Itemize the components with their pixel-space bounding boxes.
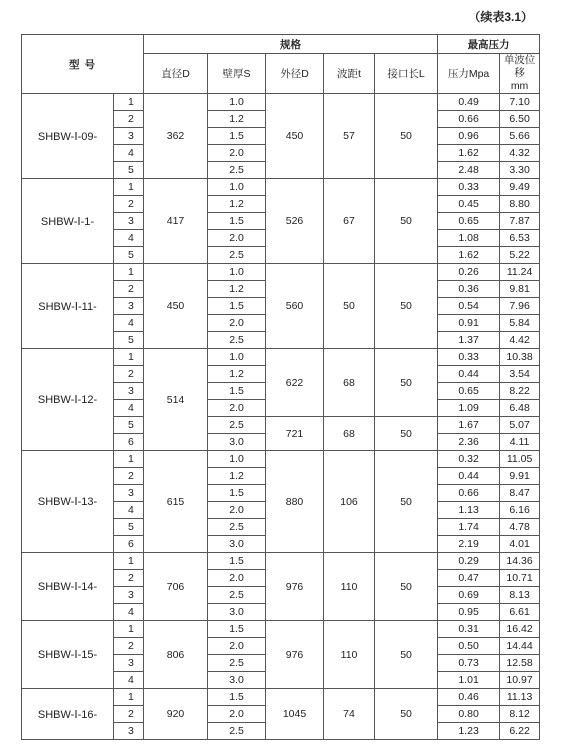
displacement-value: 10.71 (500, 570, 540, 587)
pressure-value: 0.26 (438, 264, 500, 281)
displacement-value: 4.11 (500, 434, 540, 451)
pressure-value: 1.01 (438, 672, 500, 689)
port-length-value: 50 (375, 689, 438, 740)
row-number: 1 (114, 349, 144, 366)
table-row (22, 349, 540, 366)
wall-thickness-value: 1.5 (208, 553, 266, 570)
port-length-value: 50 (375, 553, 438, 621)
pitch-value: 50 (324, 264, 375, 349)
displacement-value: 9.49 (500, 179, 540, 196)
pressure-value: 0.46 (438, 689, 500, 706)
diameter-value: 920 (144, 689, 208, 740)
wall-thickness-value: 2.5 (208, 162, 266, 179)
pitch-value: 68 (324, 417, 375, 451)
displacement-value: 3.30 (500, 162, 540, 179)
pressure-value: 1.67 (438, 417, 500, 434)
displacement-value: 11.24 (500, 264, 540, 281)
displacement-value: 8.22 (500, 383, 540, 400)
outer-diameter-value: 450 (266, 94, 324, 179)
displacement-value: 8.47 (500, 485, 540, 502)
pressure-value: 0.95 (438, 604, 500, 621)
row-number: 4 (114, 230, 144, 247)
spec-table (21, 34, 540, 740)
row-number: 4 (114, 400, 144, 417)
model-name: SHBW-Ⅰ-11- (22, 264, 114, 349)
wall-thickness-value: 1.5 (208, 621, 266, 638)
displacement-value: 5.84 (500, 315, 540, 332)
pressure-value: 1.08 (438, 230, 500, 247)
wall-thickness-value: 2.5 (208, 417, 266, 434)
wall-thickness-value: 2.5 (208, 247, 266, 264)
row-number: 2 (114, 281, 144, 298)
pitch-value: 110 (324, 553, 375, 621)
port-length-value: 50 (375, 179, 438, 264)
model-name: SHBW-Ⅰ-12- (22, 349, 114, 451)
outer-diameter-value: 526 (266, 179, 324, 264)
pressure-value: 1.09 (438, 400, 500, 417)
row-number: 2 (114, 570, 144, 587)
wall-thickness-value: 1.5 (208, 485, 266, 502)
table-row (22, 689, 540, 706)
displacement-value: 11.13 (500, 689, 540, 706)
pressure-value: 0.66 (438, 485, 500, 502)
wall-thickness-value: 1.2 (208, 366, 266, 383)
header-displacement-label: 单波位移 (503, 54, 536, 79)
row-number: 2 (114, 706, 144, 723)
outer-diameter-value: 880 (266, 451, 324, 553)
row-number: 5 (114, 162, 144, 179)
row-number: 3 (114, 128, 144, 145)
row-number: 6 (114, 536, 144, 553)
row-number: 2 (114, 196, 144, 213)
wall-thickness-value: 2.0 (208, 570, 266, 587)
wall-thickness-value: 2.0 (208, 706, 266, 723)
pressure-value: 0.65 (438, 383, 500, 400)
pressure-value: 0.66 (438, 111, 500, 128)
wall-thickness-value: 1.2 (208, 281, 266, 298)
row-number: 1 (114, 264, 144, 281)
row-number: 3 (114, 587, 144, 604)
pitch-value: 57 (324, 94, 375, 179)
displacement-value: 9.81 (500, 281, 540, 298)
port-length-value: 50 (375, 621, 438, 689)
pressure-value: 0.36 (438, 281, 500, 298)
pressure-value: 0.50 (438, 638, 500, 655)
pressure-value: 0.96 (438, 128, 500, 145)
outer-diameter-value: 721 (266, 417, 324, 451)
table-row (22, 264, 540, 281)
row-number: 2 (114, 111, 144, 128)
pressure-value: 1.74 (438, 519, 500, 536)
displacement-value: 8.12 (500, 706, 540, 723)
pressure-value: 0.91 (438, 315, 500, 332)
wall-thickness-value: 2.5 (208, 332, 266, 349)
displacement-value: 16.42 (500, 621, 540, 638)
displacement-value: 12.58 (500, 655, 540, 672)
table-header (22, 35, 540, 94)
table-row (22, 94, 540, 111)
port-length-value: 50 (375, 349, 438, 417)
wall-thickness-value: 2.0 (208, 145, 266, 162)
displacement-value: 5.22 (500, 247, 540, 264)
wall-thickness-value: 2.0 (208, 638, 266, 655)
header-displacement (500, 54, 540, 94)
wall-thickness-value: 3.0 (208, 536, 266, 553)
pressure-value: 1.13 (438, 502, 500, 519)
displacement-value: 14.44 (500, 638, 540, 655)
row-number: 3 (114, 485, 144, 502)
diameter-value: 362 (144, 94, 208, 179)
row-number: 5 (114, 417, 144, 434)
pressure-value: 0.33 (438, 349, 500, 366)
wall-thickness-value: 1.5 (208, 689, 266, 706)
displacement-value: 6.61 (500, 604, 540, 621)
displacement-value: 9.91 (500, 468, 540, 485)
displacement-value: 7.10 (500, 94, 540, 111)
wall-thickness-value: 2.5 (208, 723, 266, 740)
table-row (22, 179, 540, 196)
pressure-value: 0.54 (438, 298, 500, 315)
row-number: 3 (114, 723, 144, 740)
table-caption: （续表3.1） (468, 10, 533, 24)
pressure-value: 0.73 (438, 655, 500, 672)
wall-thickness-value: 2.5 (208, 655, 266, 672)
diameter-value: 615 (144, 451, 208, 553)
pressure-value: 0.31 (438, 621, 500, 638)
pressure-value: 0.45 (438, 196, 500, 213)
displacement-value: 7.87 (500, 213, 540, 230)
wall-thickness-value: 1.2 (208, 111, 266, 128)
port-length-value: 50 (375, 264, 438, 349)
row-number: 3 (114, 213, 144, 230)
header-max-pressure: 最高压力 (438, 35, 540, 54)
outer-diameter-value: 1045 (266, 689, 324, 740)
header-diameter: 直径D (144, 54, 208, 94)
pitch-value: 110 (324, 621, 375, 689)
header-port-length: 接口长L (375, 54, 438, 94)
pressure-value: 0.44 (438, 366, 500, 383)
table-row (22, 451, 540, 468)
wall-thickness-value: 1.0 (208, 349, 266, 366)
row-number: 2 (114, 468, 144, 485)
pitch-value: 106 (324, 451, 375, 553)
wall-thickness-value: 2.5 (208, 587, 266, 604)
header-model: 型 号 (22, 35, 144, 94)
wall-thickness-value: 2.0 (208, 502, 266, 519)
table-body (22, 94, 540, 740)
diameter-value: 450 (144, 264, 208, 349)
model-name: SHBW-Ⅰ-13- (22, 451, 114, 553)
displacement-value: 6.22 (500, 723, 540, 740)
pressure-value: 2.36 (438, 434, 500, 451)
pressure-value: 1.62 (438, 145, 500, 162)
wall-thickness-value: 1.2 (208, 468, 266, 485)
displacement-value: 10.97 (500, 672, 540, 689)
model-name: SHBW-Ⅰ-16- (22, 689, 114, 740)
model-name: SHBW-Ⅰ-1- (22, 179, 114, 264)
diameter-value: 706 (144, 553, 208, 621)
pressure-value: 1.37 (438, 332, 500, 349)
row-number: 1 (114, 94, 144, 111)
row-number: 2 (114, 366, 144, 383)
pressure-value: 1.62 (438, 247, 500, 264)
diameter-value: 514 (144, 349, 208, 451)
port-length-value: 50 (375, 417, 438, 451)
wall-thickness-value: 2.0 (208, 230, 266, 247)
pressure-value: 2.48 (438, 162, 500, 179)
outer-diameter-value: 622 (266, 349, 324, 417)
displacement-value: 11.05 (500, 451, 540, 468)
displacement-value: 5.66 (500, 128, 540, 145)
model-name: SHBW-Ⅰ-14- (22, 553, 114, 621)
wall-thickness-value: 1.0 (208, 451, 266, 468)
displacement-value: 4.42 (500, 332, 540, 349)
displacement-value: 4.78 (500, 519, 540, 536)
displacement-value: 3.54 (500, 366, 540, 383)
pitch-value: 68 (324, 349, 375, 417)
wall-thickness-value: 1.2 (208, 196, 266, 213)
wall-thickness-value: 1.5 (208, 128, 266, 145)
header-spec: 规格 (144, 35, 438, 54)
displacement-value: 6.53 (500, 230, 540, 247)
displacement-value: 6.48 (500, 400, 540, 417)
row-number: 4 (114, 604, 144, 621)
wall-thickness-value: 1.0 (208, 264, 266, 281)
displacement-value: 10.38 (500, 349, 540, 366)
header-outer-diameter: 外径D (266, 54, 324, 94)
pressure-value: 1.23 (438, 723, 500, 740)
row-number: 1 (114, 553, 144, 570)
wall-thickness-value: 2.0 (208, 400, 266, 417)
outer-diameter-value: 976 (266, 553, 324, 621)
row-number: 5 (114, 332, 144, 349)
wall-thickness-value: 1.0 (208, 179, 266, 196)
row-number: 2 (114, 638, 144, 655)
pitch-value: 74 (324, 689, 375, 740)
displacement-value: 14.36 (500, 553, 540, 570)
row-number: 3 (114, 655, 144, 672)
displacement-value: 7.96 (500, 298, 540, 315)
row-number: 1 (114, 179, 144, 196)
diameter-value: 417 (144, 179, 208, 264)
pressure-value: 0.32 (438, 451, 500, 468)
header-pressure: 压力Mpa (438, 54, 500, 94)
table-row (22, 621, 540, 638)
row-number: 3 (114, 298, 144, 315)
pressure-value: 0.69 (438, 587, 500, 604)
displacement-value: 4.01 (500, 536, 540, 553)
displacement-value: 8.80 (500, 196, 540, 213)
header-displacement-unit: mm (510, 80, 529, 92)
row-number: 4 (114, 672, 144, 689)
row-number: 1 (114, 451, 144, 468)
pressure-value: 0.49 (438, 94, 500, 111)
model-name: SHBW-Ⅰ-15- (22, 621, 114, 689)
row-number: 5 (114, 519, 144, 536)
pressure-value: 0.80 (438, 706, 500, 723)
displacement-value: 8.13 (500, 587, 540, 604)
pressure-value: 0.29 (438, 553, 500, 570)
wall-thickness-value: 1.5 (208, 213, 266, 230)
wall-thickness-value: 2.5 (208, 519, 266, 536)
wall-thickness-value: 1.0 (208, 94, 266, 111)
displacement-value: 6.16 (500, 502, 540, 519)
wall-thickness-value: 1.5 (208, 298, 266, 315)
row-number: 4 (114, 502, 144, 519)
wall-thickness-value: 3.0 (208, 672, 266, 689)
pressure-value: 0.44 (438, 468, 500, 485)
outer-diameter-value: 560 (266, 264, 324, 349)
row-number: 4 (114, 315, 144, 332)
table-row (22, 553, 540, 570)
port-length-value: 50 (375, 94, 438, 179)
row-number: 3 (114, 383, 144, 400)
pressure-value: 0.33 (438, 179, 500, 196)
header-wall-thickness: 壁厚S (208, 54, 266, 94)
port-length-value: 50 (375, 451, 438, 553)
wall-thickness-value: 2.0 (208, 315, 266, 332)
pressure-value: 0.65 (438, 213, 500, 230)
diameter-value: 806 (144, 621, 208, 689)
pitch-value: 67 (324, 179, 375, 264)
row-number: 1 (114, 621, 144, 638)
row-number: 1 (114, 689, 144, 706)
displacement-value: 4.32 (500, 145, 540, 162)
pressure-value: 2.19 (438, 536, 500, 553)
wall-thickness-value: 3.0 (208, 434, 266, 451)
wall-thickness-value: 3.0 (208, 604, 266, 621)
row-number: 4 (114, 145, 144, 162)
row-number: 5 (114, 247, 144, 264)
pressure-value: 0.47 (438, 570, 500, 587)
model-name: SHBW-Ⅰ-09- (22, 94, 114, 179)
displacement-value: 6.50 (500, 111, 540, 128)
wall-thickness-value: 1.5 (208, 383, 266, 400)
header-pitch: 波距t (324, 54, 375, 94)
displacement-value: 5.07 (500, 417, 540, 434)
outer-diameter-value: 976 (266, 621, 324, 689)
row-number: 6 (114, 434, 144, 451)
